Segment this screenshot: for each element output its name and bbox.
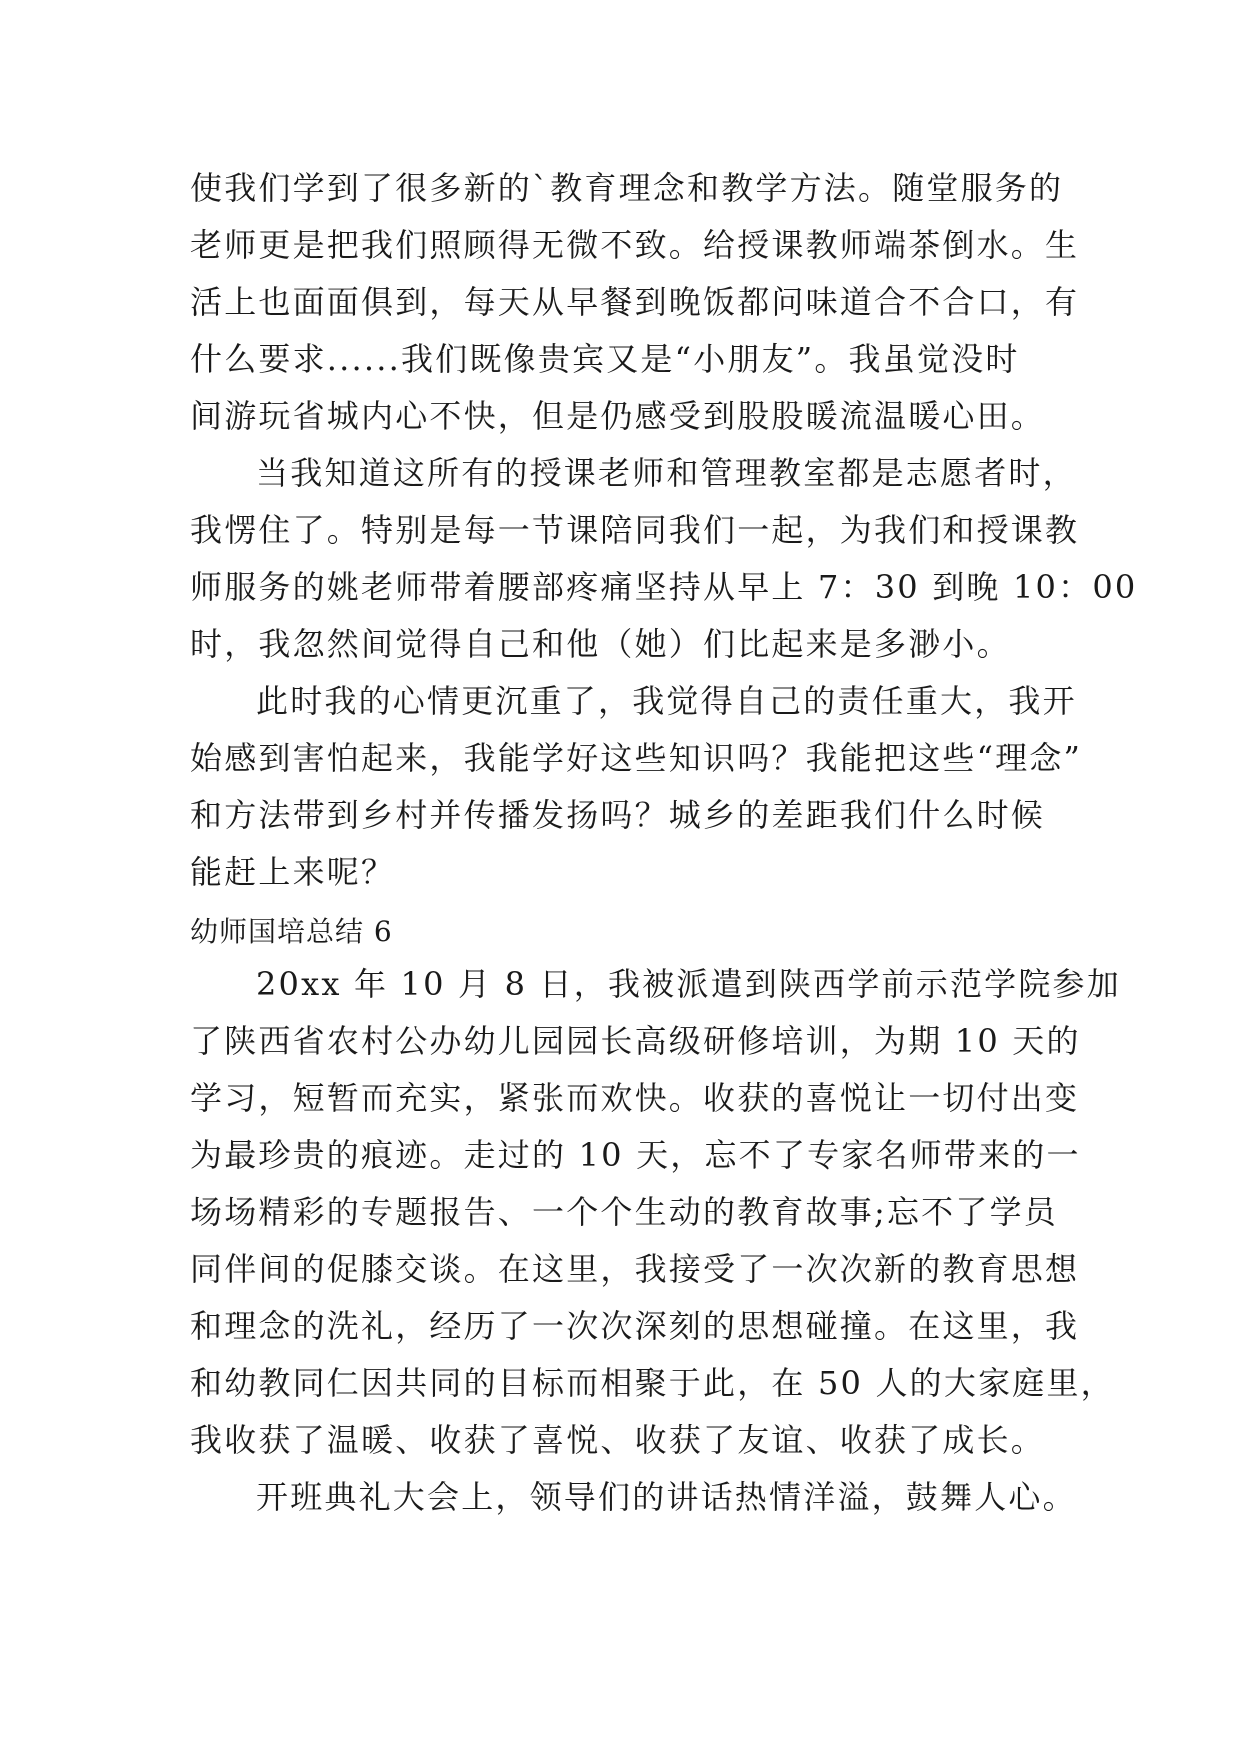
text-line: 同伴间的促膝交谈。在这里，我接受了一次次新的教育思想 — [190, 1250, 1080, 1288]
text-line: 20xx 年 10 月 8 日，我被派遣到陕西学前示范学院参加 — [256, 965, 1121, 1003]
text-line: 间游玩省城内心不快，但是仍感受到股股暖流温暖心田。 — [190, 397, 1046, 435]
text-line: 为最珍贵的痕迹。走过的 10 天，忘不了专家名师带来的一 — [190, 1136, 1081, 1174]
text-line: 和理念的洗礼，经历了一次次深刻的思想碰撞。在这里，我 — [190, 1307, 1080, 1345]
text-line: 使我们学到了很多新的`教育理念和教学方法。随堂服务的 — [190, 169, 1064, 207]
text-line: 能赶上来呢？ — [190, 853, 396, 891]
text-line: 了陕西省农村公办幼儿园园长高级研修培训，为期 10 天的 — [190, 1022, 1081, 1060]
text-line: 此时我的心情更沉重了，我觉得自己的责任重大，我开 — [256, 682, 1077, 720]
text-line: 时，我忽然间觉得自己和他（她）们比起来是多渺小。 — [190, 625, 1011, 663]
text-line: 师服务的姚老师带着腰部疼痛坚持从早上 7：30 到晚 10：00 — [190, 568, 1138, 606]
text-line: 我愣住了。特别是每一节课陪同我们一起，为我们和授课教 — [190, 511, 1080, 549]
text-line: 活上也面面俱到，每天从早餐到晚饭都问味道合不合口，有 — [190, 283, 1080, 321]
text-line: 当我知道这所有的授课老师和管理教室都是志愿者时， — [256, 454, 1077, 492]
text-line: 始感到害怕起来，我能学好这些知识吗？我能把这些“理念” — [190, 739, 1083, 777]
text-line: 什么要求......我们既像贵宾又是“小朋友”。我虽觉没时 — [190, 340, 1020, 378]
text-line: 我收获了温暖、收获了喜悦、收获了友谊、收获了成长。 — [190, 1421, 1046, 1459]
text-line: 老师更是把我们照顾得无微不致。给授课教师端茶倒水。生 — [190, 226, 1080, 264]
text-line: 场场精彩的专题报告、一个个生动的教育故事;忘不了学员 — [190, 1193, 1058, 1231]
text-line: 开班典礼大会上，领导们的讲话热情洋溢，鼓舞人心。 — [256, 1478, 1077, 1516]
section-heading: 幼师国培总结 6 — [190, 915, 393, 948]
text-line: 和方法带到乡村并传播发扬吗？城乡的差距我们什么时候 — [190, 796, 1046, 834]
text-line: 和幼教同仁因共同的目标而相聚于此，在 50 人的大家庭里， — [190, 1364, 1115, 1402]
text-line: 学习，短暂而充实，紧张而欢快。收获的喜悦让一切付出变 — [190, 1079, 1080, 1117]
